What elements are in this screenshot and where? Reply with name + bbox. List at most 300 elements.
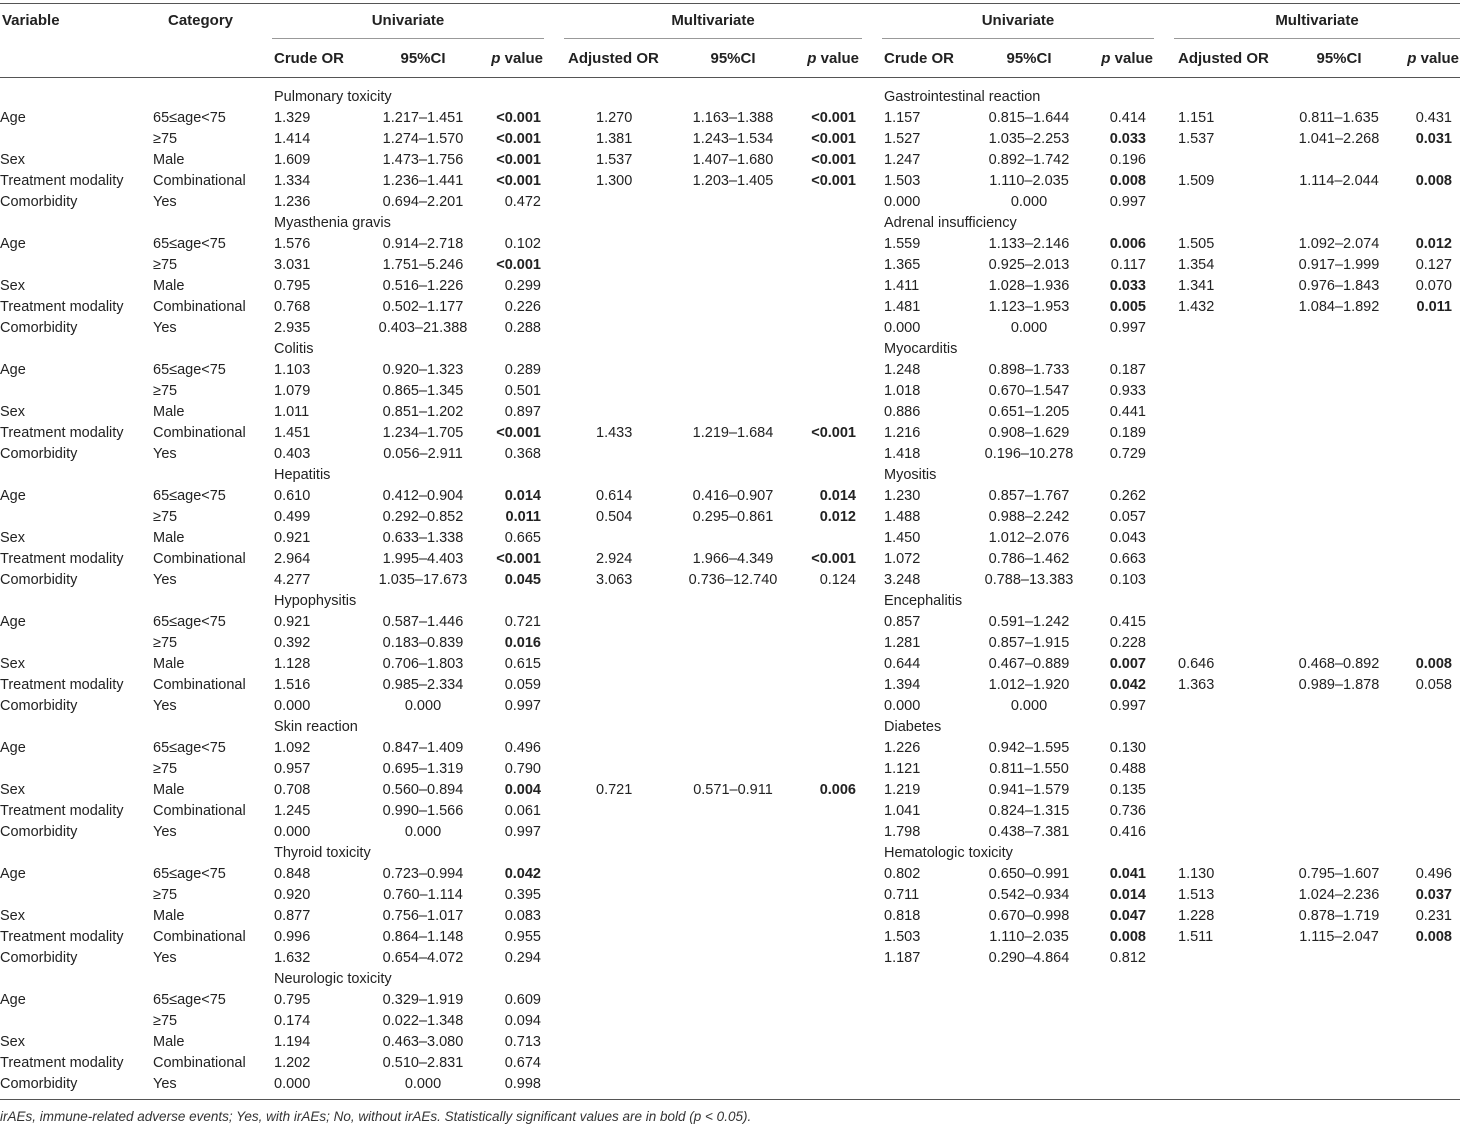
crude-or-cell: 1.329	[274, 110, 311, 126]
p-value-cell: <0.001	[496, 173, 541, 189]
header-multivariate-right: Multivariate	[1275, 12, 1359, 29]
adjusted-or-cell: 1.354	[1178, 257, 1215, 273]
crude-or-cell: 1.394	[884, 677, 921, 693]
category-cell: 65≤age<75	[153, 740, 226, 756]
p-value-cell: 0.061	[504, 803, 541, 819]
ci-cell: 0.502–1.177	[382, 299, 464, 315]
ci-cell: 0.941–1.579	[988, 782, 1070, 798]
adjusted-p-value-cell: 0.008	[1415, 929, 1452, 945]
crude-or-cell: 1.414	[274, 131, 311, 147]
adjusted-or-cell: 1.505	[1178, 236, 1215, 252]
ci-cell: 0.463–3.080	[382, 1034, 464, 1050]
adjusted-p-value-cell: <0.001	[811, 110, 856, 126]
ci-cell: 0.706–1.803	[382, 656, 464, 672]
adjusted-p-value-cell: 0.124	[819, 572, 856, 588]
ci-cell: 0.824–1.315	[988, 803, 1070, 819]
crude-or-cell: 0.000	[884, 320, 921, 336]
adjusted-p-value-cell: 0.037	[1415, 887, 1452, 903]
table-footnote: irAEs, immune-related adverse events; Yes, with irAEs; No, without irAEs. Statistically significant values are in bold (p < 0.05).	[0, 1109, 752, 1124]
header-p-right: p value	[1101, 50, 1153, 67]
p-value-cell: 0.933	[1109, 383, 1146, 399]
category-cell: Combinational	[153, 803, 246, 819]
crude-or-cell: 0.403	[274, 446, 311, 462]
header-rule	[0, 77, 1460, 78]
p-value-cell: 0.416	[1109, 824, 1146, 840]
category-cell: 65≤age<75	[153, 236, 226, 252]
p-value-cell: 0.415	[1109, 614, 1146, 630]
p-value-cell: <0.001	[496, 425, 541, 441]
variable-cell: Treatment modality	[0, 173, 124, 189]
adjusted-p-value-cell: 0.070	[1415, 278, 1452, 294]
ci-cell: 0.864–1.148	[382, 929, 464, 945]
category-cell: Combinational	[153, 1055, 246, 1071]
p-value-cell: 0.997	[504, 824, 541, 840]
category-cell: Male	[153, 152, 185, 168]
variable-cell: Treatment modality	[0, 677, 124, 693]
crude-or-cell: 0.857	[884, 614, 921, 630]
p-value-cell: 0.790	[504, 761, 541, 777]
p-value-cell: 0.414	[1109, 110, 1146, 126]
variable-cell: Treatment modality	[0, 1055, 124, 1071]
ci-cell: 0.542–0.934	[988, 887, 1070, 903]
section-title: Thyroid toxicity	[274, 845, 371, 861]
adjusted-ci-cell: 0.736–12.740	[688, 572, 778, 588]
multivariate-right-underline	[1174, 38, 1460, 39]
category-cell: Combinational	[153, 173, 246, 189]
ci-cell: 0.056–2.911	[383, 446, 463, 462]
p-value-cell: 0.189	[1109, 425, 1146, 441]
category-cell: ≥75	[153, 131, 178, 147]
ci-cell: 0.290–4.864	[988, 950, 1070, 966]
category-cell: Yes	[153, 194, 177, 210]
variable-cell: Treatment modality	[0, 299, 124, 315]
section-title: Skin reaction	[274, 719, 358, 735]
p-value-cell: 0.042	[504, 866, 541, 882]
category-cell: Combinational	[153, 299, 246, 315]
ci-cell: 0.022–1.348	[382, 1013, 464, 1029]
category-cell: Male	[153, 656, 185, 672]
ci-cell: 1.012–2.076	[988, 530, 1070, 546]
adjusted-p-value-cell: <0.001	[811, 551, 856, 567]
p-value-cell: 0.041	[1109, 866, 1146, 882]
variable-cell: Treatment modality	[0, 551, 124, 567]
ci-cell: 1.236–1.441	[382, 173, 464, 189]
crude-or-cell: 0.920	[274, 887, 311, 903]
variable-cell: Comorbidity	[0, 572, 78, 588]
adjusted-p-value-cell: 0.006	[819, 782, 856, 798]
crude-or-cell: 1.245	[274, 803, 311, 819]
ci-cell: 0.183–0.839	[382, 635, 464, 651]
section-title: Diabetes	[884, 719, 942, 735]
variable-cell: Age	[0, 614, 26, 630]
ci-cell: 0.694–2.201	[382, 194, 464, 210]
p-value-cell: 0.057	[1109, 509, 1146, 525]
adjusted-ci-cell: 0.976–1.843	[1298, 278, 1380, 294]
category-cell: Yes	[153, 824, 177, 840]
adjusted-p-value-cell: 0.014	[819, 488, 856, 504]
crude-or-cell: 1.365	[884, 257, 921, 273]
p-value-cell: 0.196	[1109, 152, 1146, 168]
crude-or-cell: 2.935	[274, 320, 311, 336]
ci-cell: 0.723–0.994	[382, 866, 464, 882]
p-value-cell: 0.033	[1109, 278, 1146, 294]
category-cell: Male	[153, 782, 185, 798]
crude-or-cell: 3.248	[884, 572, 921, 588]
adjusted-p-value-cell: 0.008	[1415, 656, 1452, 672]
variable-cell: Sex	[0, 404, 25, 420]
adjusted-p-value-cell: <0.001	[811, 425, 856, 441]
ci-cell: 0.670–1.547	[988, 383, 1070, 399]
crude-or-cell: 1.418	[884, 446, 921, 462]
crude-or-cell: 0.000	[884, 698, 921, 714]
p-value-cell: 0.998	[504, 1076, 541, 1092]
section-title: Pulmonary toxicity	[274, 89, 392, 105]
adjusted-ci-cell: 1.092–2.074	[1298, 236, 1380, 252]
section-title: Neurologic toxicity	[274, 971, 392, 987]
p-value-cell: 0.299	[504, 278, 541, 294]
ci-cell: 0.942–1.595	[988, 740, 1070, 756]
category-cell: Combinational	[153, 677, 246, 693]
crude-or-cell: 1.248	[884, 362, 921, 378]
adjusted-ci-cell: 1.407–1.680	[692, 152, 774, 168]
crude-or-cell: 1.411	[884, 278, 920, 294]
variable-cell: Comorbidity	[0, 950, 78, 966]
crude-or-cell: 1.632	[274, 950, 311, 966]
p-value-cell: 0.008	[1109, 173, 1146, 189]
adjusted-p-value-cell: <0.001	[811, 173, 856, 189]
ci-cell: 0.000	[1010, 194, 1048, 210]
adjusted-ci-cell: 1.203–1.405	[692, 173, 774, 189]
p-value-cell: 0.812	[1109, 950, 1146, 966]
category-cell: ≥75	[153, 509, 178, 525]
ci-cell: 0.560–0.894	[382, 782, 464, 798]
crude-or-cell: 1.798	[884, 824, 921, 840]
category-cell: 65≤age<75	[153, 488, 226, 504]
crude-or-cell: 1.450	[884, 530, 921, 546]
ci-cell: 0.908–1.629	[988, 425, 1070, 441]
category-cell: ≥75	[153, 761, 178, 777]
p-value-cell: 0.997	[1109, 320, 1146, 336]
ci-cell: 0.651–1.205	[988, 404, 1070, 420]
header-ci-left: 95%CI	[400, 50, 446, 67]
p-value-cell: 0.721	[504, 614, 541, 630]
ci-cell: 1.234–1.705	[382, 425, 464, 441]
p-value-cell: <0.001	[496, 110, 541, 126]
univariate-right-underline	[882, 38, 1154, 39]
ci-cell: 0.633–1.338	[382, 530, 464, 546]
crude-or-cell: 1.236	[274, 194, 311, 210]
bottom-rule	[0, 1099, 1460, 1100]
ci-cell: 0.587–1.446	[382, 614, 464, 630]
crude-or-cell: 0.795	[274, 992, 311, 1008]
crude-or-cell: 1.216	[884, 425, 921, 441]
variable-cell: Comorbidity	[0, 446, 78, 462]
p-value-cell: 0.011	[505, 509, 541, 525]
ci-cell: 0.403–21.388	[378, 320, 468, 336]
category-cell: ≥75	[153, 887, 178, 903]
adjusted-ci-cell: 1.115–2.047	[1299, 929, 1379, 945]
variable-cell: Sex	[0, 530, 25, 546]
p-value-cell: 0.043	[1109, 530, 1146, 546]
ci-cell: 0.329–1.919	[382, 992, 464, 1008]
header-univariate-left: Univariate	[371, 12, 445, 29]
section-title: Hepatitis	[274, 467, 331, 483]
ci-cell: 0.196–10.278	[984, 446, 1074, 462]
crude-or-cell: 3.031	[274, 257, 311, 273]
p-value-cell: <0.001	[496, 152, 541, 168]
adjusted-p-value-cell: 0.008	[1415, 173, 1452, 189]
adjusted-ci-cell: 0.878–1.719	[1298, 908, 1380, 924]
adjusted-or-cell: 1.433	[596, 425, 633, 441]
adjusted-or-cell: 1.381	[596, 131, 633, 147]
header-adjusted-or-left: Adjusted OR	[568, 50, 659, 67]
ci-cell: 0.985–2.334	[382, 677, 464, 693]
section-title: Encephalitis	[884, 593, 963, 609]
adjusted-ci-cell: 0.295–0.861	[692, 509, 774, 525]
adjusted-or-cell: 1.341	[1178, 278, 1215, 294]
crude-or-cell: 0.000	[274, 1076, 311, 1092]
p-value-cell: 0.997	[1109, 194, 1146, 210]
adjusted-ci-cell: 1.966–4.349	[692, 551, 774, 567]
category-cell: Combinational	[153, 425, 246, 441]
p-value-cell: 0.472	[504, 194, 541, 210]
crude-or-cell: 1.041	[884, 803, 921, 819]
ci-cell: 1.012–1.920	[988, 677, 1070, 693]
crude-or-cell: 1.194	[274, 1034, 311, 1050]
adjusted-ci-cell: 1.084–1.892	[1298, 299, 1380, 315]
p-value-cell: 0.501	[504, 383, 541, 399]
header-crude-or-right: Crude OR	[884, 50, 955, 67]
ci-cell: 0.920–1.323	[382, 362, 464, 378]
p-value-cell: 0.007	[1109, 656, 1146, 672]
crude-or-cell: 0.921	[274, 530, 311, 546]
crude-or-cell: 1.092	[274, 740, 311, 756]
p-value-cell: 0.004	[504, 782, 541, 798]
adjusted-or-cell: 1.511	[1178, 929, 1214, 945]
adjusted-ci-cell: 0.989–1.878	[1298, 677, 1380, 693]
crude-or-cell: 1.503	[884, 173, 921, 189]
category-cell: Male	[153, 404, 185, 420]
variable-cell: Treatment modality	[0, 425, 124, 441]
crude-or-cell: 0.174	[274, 1013, 311, 1029]
adjusted-ci-cell: 1.024–2.236	[1298, 887, 1380, 903]
crude-or-cell: 1.527	[884, 131, 921, 147]
category-cell: Combinational	[153, 929, 246, 945]
variable-cell: Sex	[0, 278, 25, 294]
univariate-left-underline	[272, 38, 544, 39]
variable-cell: Sex	[0, 908, 25, 924]
crude-or-cell: 0.000	[274, 698, 311, 714]
adjusted-ci-cell: 1.219–1.684	[692, 425, 774, 441]
category-cell: Yes	[153, 572, 177, 588]
category-cell: 65≤age<75	[153, 992, 226, 1008]
adjusted-or-cell: 1.300	[596, 173, 633, 189]
p-value-cell: 0.117	[1110, 257, 1146, 273]
crude-or-cell: 1.516	[274, 677, 311, 693]
variable-cell: Treatment modality	[0, 803, 124, 819]
p-value-cell: 0.059	[504, 677, 541, 693]
category-cell: 65≤age<75	[153, 362, 226, 378]
p-value-cell: 0.228	[1109, 635, 1146, 651]
adjusted-ci-cell: 1.163–1.388	[692, 110, 774, 126]
section-title: Myocarditis	[884, 341, 958, 357]
crude-or-cell: 1.488	[884, 509, 921, 525]
adjusted-or-cell: 1.151	[1178, 110, 1215, 126]
variable-cell: Sex	[0, 152, 25, 168]
category-cell: ≥75	[153, 635, 178, 651]
p-value-cell: 0.005	[1109, 299, 1146, 315]
variable-cell: Age	[0, 110, 26, 126]
adjusted-ci-cell: 0.795–1.607	[1298, 866, 1380, 882]
ci-cell: 0.412–0.904	[382, 488, 464, 504]
crude-or-cell: 1.481	[884, 299, 921, 315]
category-cell: ≥75	[153, 257, 178, 273]
adjusted-or-cell: 1.228	[1178, 908, 1215, 924]
crude-or-cell: 1.334	[274, 173, 311, 189]
adjusted-or-cell: 0.646	[1178, 656, 1215, 672]
variable-cell: Sex	[0, 782, 25, 798]
ci-cell: 1.133–2.146	[988, 236, 1070, 252]
crude-or-cell: 4.277	[274, 572, 311, 588]
adjusted-or-cell: 1.270	[596, 110, 633, 126]
adjusted-ci-cell: 1.114–2.044	[1299, 173, 1379, 189]
adjusted-or-cell: 1.513	[1178, 887, 1215, 903]
adjusted-or-cell: 3.063	[596, 572, 633, 588]
crude-or-cell: 0.000	[884, 194, 921, 210]
crude-or-cell: 1.018	[884, 383, 921, 399]
adjusted-or-cell: 1.537	[1178, 131, 1215, 147]
adjusted-p-value-cell: 0.496	[1415, 866, 1452, 882]
adjusted-or-cell: 1.363	[1178, 677, 1215, 693]
header-p-left: p value	[491, 50, 543, 67]
crude-or-cell: 1.559	[884, 236, 921, 252]
crude-or-cell: 0.818	[884, 908, 921, 924]
ci-cell: 1.274–1.570	[382, 131, 464, 147]
adjusted-p-value-cell: 0.058	[1415, 677, 1452, 693]
crude-or-cell: 1.103	[274, 362, 311, 378]
adjusted-or-cell: 1.432	[1178, 299, 1215, 315]
category-cell: Male	[153, 278, 185, 294]
ci-cell: 1.217–1.451	[382, 110, 464, 126]
ci-cell: 0.760–1.114	[383, 887, 463, 903]
adjusted-or-cell: 1.130	[1178, 866, 1215, 882]
adjusted-p-value-cell: <0.001	[811, 131, 856, 147]
category-cell: 65≤age<75	[153, 866, 226, 882]
ci-cell: 0.892–1.742	[988, 152, 1070, 168]
category-cell: Male	[153, 908, 185, 924]
ci-cell: 0.695–1.319	[382, 761, 464, 777]
p-value-cell: 0.033	[1109, 131, 1146, 147]
p-value-cell: 0.609	[504, 992, 541, 1008]
crude-or-cell: 1.079	[274, 383, 311, 399]
ci-cell: 0.650–0.991	[988, 866, 1070, 882]
ci-cell: 0.000	[1010, 698, 1048, 714]
variable-cell: Age	[0, 488, 26, 504]
p-value-cell: <0.001	[496, 551, 541, 567]
ci-cell: 0.292–0.852	[382, 509, 464, 525]
header-adjusted-or-right: Adjusted OR	[1178, 50, 1269, 67]
ci-cell: 0.857–1.915	[988, 635, 1070, 651]
ci-cell: 1.123–1.953	[988, 299, 1070, 315]
header-ap-left: p value	[807, 50, 859, 67]
ci-cell: 1.035–2.253	[988, 131, 1070, 147]
adjusted-or-cell: 0.614	[596, 488, 633, 504]
ci-cell: 0.000	[404, 698, 442, 714]
section-title: Adrenal insufficiency	[884, 215, 1017, 231]
category-cell: Male	[153, 530, 185, 546]
p-value-cell: <0.001	[496, 257, 541, 273]
top-rule	[0, 3, 1460, 4]
header-aci-right: 95%CI	[1316, 50, 1362, 67]
category-cell: Yes	[153, 698, 177, 714]
crude-or-cell: 0.877	[274, 908, 311, 924]
crude-or-cell: 0.921	[274, 614, 311, 630]
ci-cell: 0.467–0.889	[988, 656, 1070, 672]
p-value-cell: 0.615	[504, 656, 541, 672]
variable-cell: Treatment modality	[0, 929, 124, 945]
crude-or-cell: 1.503	[884, 929, 921, 945]
crude-or-cell: 1.128	[274, 656, 311, 672]
ci-cell: 1.473–1.756	[382, 152, 464, 168]
p-value-cell: 0.094	[504, 1013, 541, 1029]
category-cell: ≥75	[153, 1013, 178, 1029]
p-value-cell: 0.130	[1109, 740, 1146, 756]
adjusted-or-cell: 0.721	[596, 782, 633, 798]
p-value-cell: 0.294	[504, 950, 541, 966]
p-value-cell: 0.103	[1109, 572, 1146, 588]
variable-cell: Sex	[0, 1034, 25, 1050]
p-value-cell: 0.083	[504, 908, 541, 924]
ci-cell: 0.914–2.718	[382, 236, 464, 252]
p-value-cell: 0.042	[1109, 677, 1146, 693]
section-title: Myositis	[884, 467, 937, 483]
adjusted-or-cell: 2.924	[596, 551, 633, 567]
crude-or-cell: 1.219	[884, 782, 921, 798]
category-cell: Male	[153, 1034, 185, 1050]
crude-or-cell: 1.011	[274, 404, 310, 420]
adjusted-p-value-cell: 0.031	[1415, 131, 1452, 147]
ci-cell: 0.000	[404, 1076, 442, 1092]
adjusted-p-value-cell: 0.012	[819, 509, 856, 525]
crude-or-cell: 2.964	[274, 551, 311, 567]
crude-or-cell: 0.644	[884, 656, 921, 672]
header-ap-right: p value	[1407, 50, 1459, 67]
ci-cell: 0.510–2.831	[382, 1055, 464, 1071]
adjusted-or-cell: 1.537	[596, 152, 633, 168]
p-value-cell: 0.262	[1109, 488, 1146, 504]
crude-or-cell: 1.121	[884, 761, 921, 777]
p-value-cell: 0.955	[504, 929, 541, 945]
adjusted-ci-cell: 1.041–2.268	[1298, 131, 1380, 147]
crude-or-cell: 1.281	[884, 635, 921, 651]
p-value-cell: 0.729	[1109, 446, 1146, 462]
section-title: Hypophysitis	[274, 593, 357, 609]
category-cell: 65≤age<75	[153, 614, 226, 630]
p-value-cell: 0.047	[1109, 908, 1146, 924]
crude-or-cell: 0.000	[274, 824, 311, 840]
header-ci-right: 95%CI	[1006, 50, 1052, 67]
ci-cell: 1.110–2.035	[989, 929, 1069, 945]
p-value-cell: 0.288	[504, 320, 541, 336]
crude-or-cell: 1.609	[274, 152, 311, 168]
p-value-cell: 0.187	[1109, 362, 1146, 378]
ci-cell: 1.028–1.936	[988, 278, 1070, 294]
p-value-cell: 0.674	[504, 1055, 541, 1071]
section-title: Hematologic toxicity	[884, 845, 1013, 861]
variable-cell: Comorbidity	[0, 1076, 78, 1092]
variable-cell: Comorbidity	[0, 698, 78, 714]
ci-cell: 0.851–1.202	[382, 404, 464, 420]
